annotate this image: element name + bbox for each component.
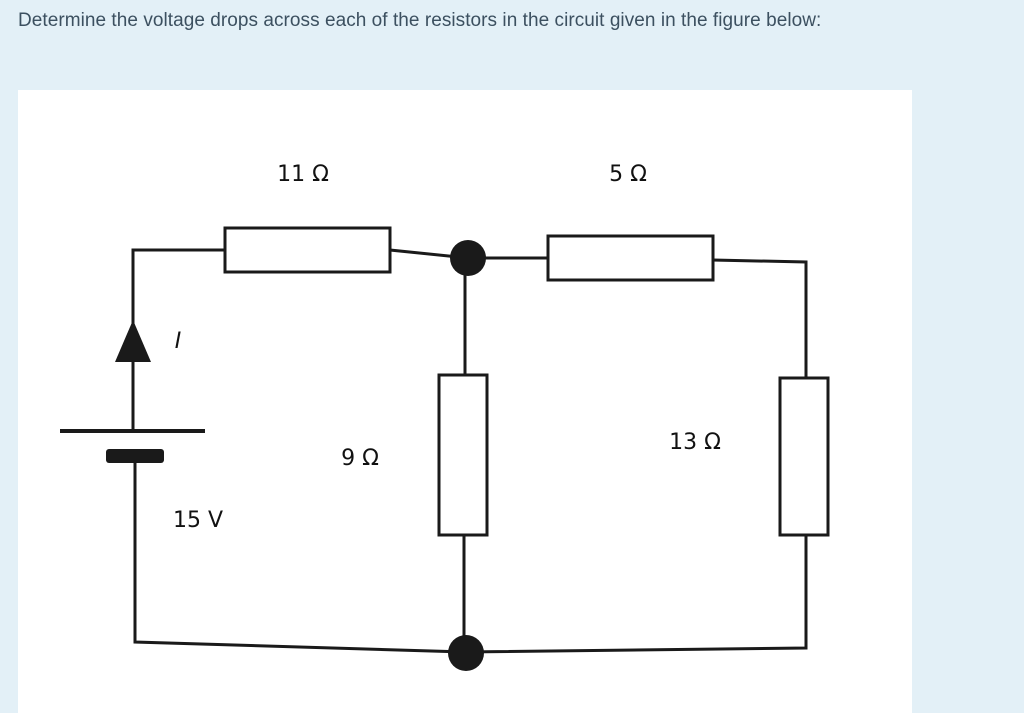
question-text: Determine the voltage drops across each of the resistors in the circuit given in the figure below: bbox=[18, 10, 822, 31]
resistor-13-ohm bbox=[780, 378, 828, 535]
label-r3: 9 Ω bbox=[341, 446, 379, 471]
wire-top-right bbox=[713, 260, 806, 378]
resistor-11-ohm bbox=[225, 228, 390, 272]
junction-top bbox=[450, 240, 486, 276]
junction-bottom bbox=[448, 635, 484, 671]
current-arrow-icon bbox=[115, 320, 151, 362]
label-r2: 5 Ω bbox=[609, 162, 647, 187]
label-current: I bbox=[174, 329, 182, 354]
wire-bottom-right bbox=[464, 535, 806, 652]
resistor-5-ohm bbox=[548, 236, 713, 280]
resistor-9-ohm bbox=[439, 375, 487, 535]
circuit-diagram bbox=[18, 90, 912, 713]
battery-short-plate bbox=[106, 449, 164, 463]
circuit-figure bbox=[18, 90, 912, 713]
label-source-voltage: 15 V bbox=[172, 508, 224, 533]
wire-bottom-left bbox=[135, 462, 464, 652]
label-r4: 13 Ω bbox=[669, 430, 721, 455]
label-r1: 11 Ω bbox=[277, 162, 329, 187]
